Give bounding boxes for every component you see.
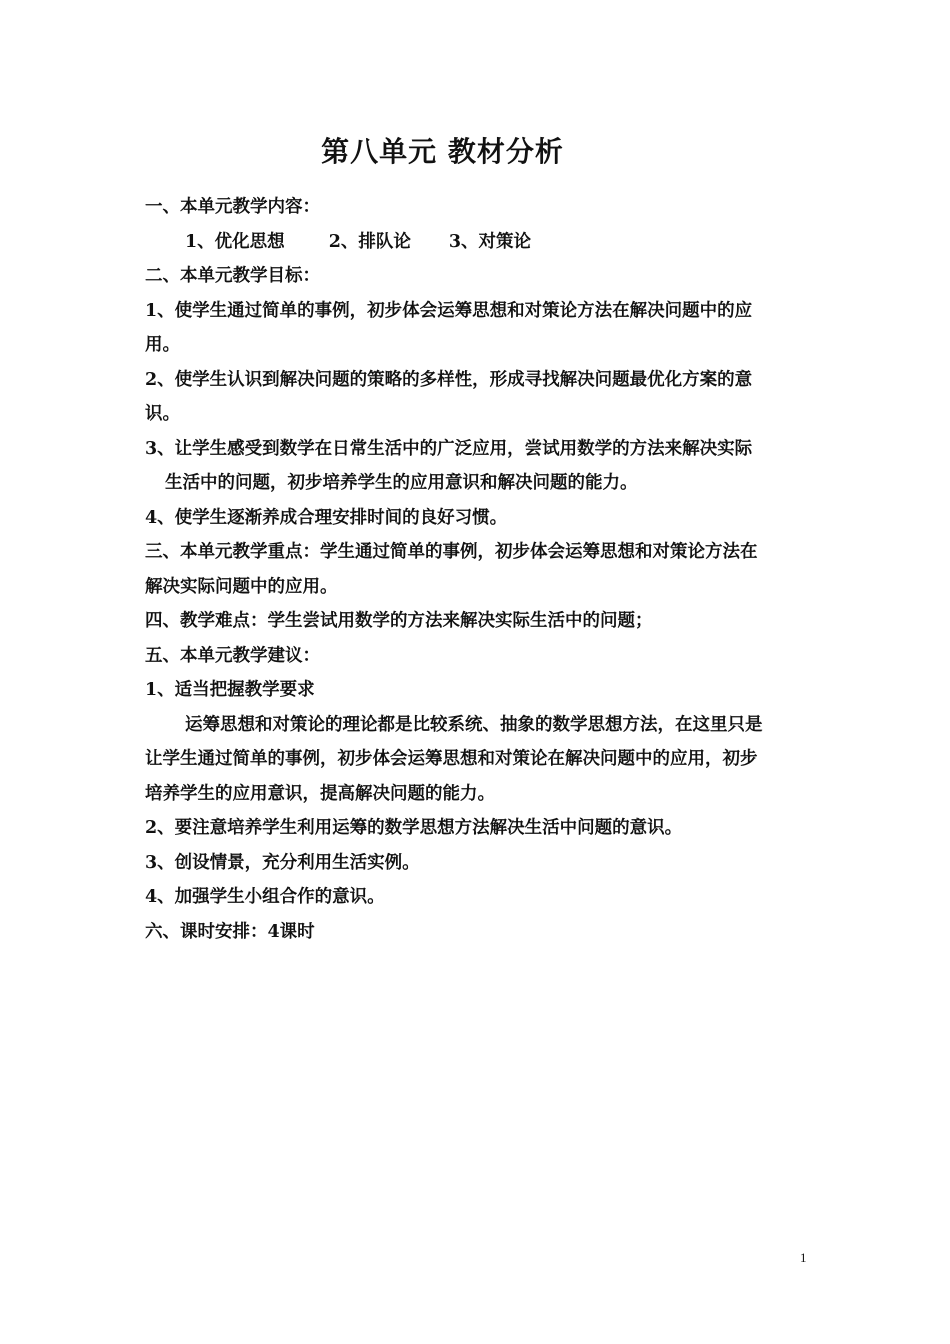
section-heading-schedule: 六、课时安排：4课时 xyxy=(145,921,315,942)
paragraph-line: 4、使学生逐渐养成合理安排时间的良好习惯。 xyxy=(145,507,508,528)
document-body xyxy=(145,190,815,949)
paragraph-line: 3、让学生感受到数学在日常生活中的广泛应用，尝试用数学的方法来解决实际 xyxy=(145,438,753,459)
content-item-2: 2、排队论 xyxy=(328,231,411,252)
paragraph-line: 培养学生的应用意识，提高解决问题的能力。 xyxy=(145,783,495,804)
paragraph-line: 2、要注意培养学生利用运筹的数学思想方法解决生活中问题的意识。 xyxy=(145,818,683,838)
paragraph-line: 解决实际问题中的应用。 xyxy=(145,576,338,597)
paragraph-line: 2、使学生认识到解决问题的策略的多样性，形成寻找解决问题最优化方案的意 xyxy=(145,369,753,390)
section-heading-difficulty: 四、教学难点：学生尝试用数学的方法来解决实际生活中的问题； xyxy=(145,611,653,631)
paragraph-line: 运筹思想和对策论的理论都是比较系统、抽象的数学思想方法，在这里只是 xyxy=(185,714,763,735)
content-item-1: 1、优化思想 xyxy=(185,231,285,252)
page-number: 1 xyxy=(800,1250,807,1265)
section-heading-suggestions: 五、本单元教学建议： xyxy=(145,645,320,666)
section-heading-focus: 三、本单元教学重点：学生通过简单的事例，初步体会运筹思想和对策论方法在 xyxy=(145,542,758,562)
paragraph-line: 生活中的问题，初步培养学生的应用意识和解决问题的能力。 xyxy=(165,473,638,493)
content-items xyxy=(145,225,815,260)
paragraph-line: 4、加强学生小组合作的意识。 xyxy=(145,887,385,907)
paragraph-line: 1、使学生通过简单的事例，初步体会运筹思想和对策论方法在解决问题中的应 xyxy=(145,300,753,321)
paragraph-line: 用。 xyxy=(145,335,180,355)
paragraph-line: 1、适当把握教学要求 xyxy=(145,680,315,700)
paragraph-line: 识。 xyxy=(145,404,180,424)
section-heading-goals: 二、本单元教学目标： xyxy=(145,266,320,286)
content-item-3: 3、对策论 xyxy=(448,231,532,252)
section-heading-content: 一、本单元教学内容： xyxy=(145,197,320,217)
document-title: 第八单元 教材分析 xyxy=(321,135,564,168)
paragraph-line: 3、创设情景，充分利用生活实例。 xyxy=(145,852,420,873)
paragraph-line: 让学生通过简单的事例，初步体会运筹思想和对策论在解决问题中的应用，初步 xyxy=(145,749,758,769)
